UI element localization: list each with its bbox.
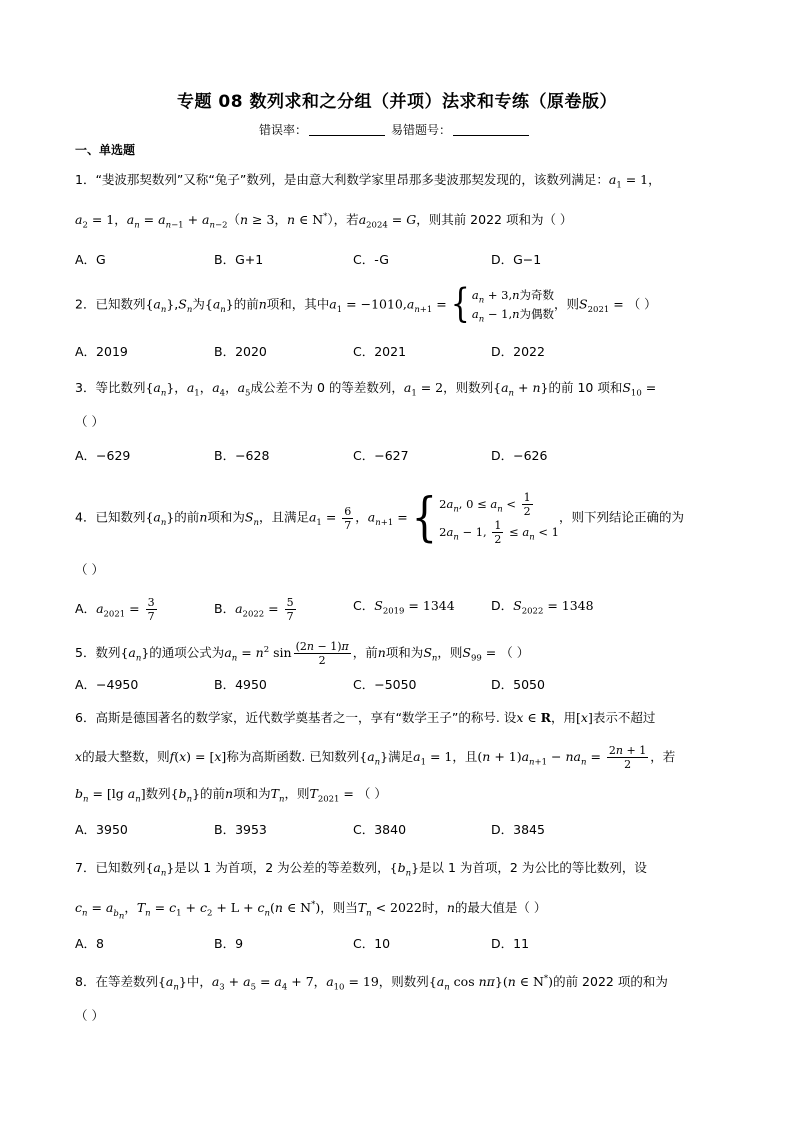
q6-line1: 6．高斯是德国著名的数学家，近代数学奠基者之一，享有“数学王子”的称号. 设x ∈ R，用[x]表示不超过 <box>75 710 656 725</box>
q6-line2: x的最大整数，则f(x) = [x]称为高斯函数. 已知数列$\{a_n\}$满足$a_1 = 1$，且$(n + 1)a_{n+1} - na_n$ = $\frac{2n + 1}{2}$ ，若 <box>75 744 676 771</box>
q7-option-d[interactable]: D．11 <box>491 936 530 951</box>
page-title: 专题 08 数列求和之分组（并项）法求和专练（原卷版） <box>177 92 617 112</box>
q2-line1: 2．已知数列$\{a_n\},S_n$为$\{a_n\}$的前n项和，其中$a_1 = -1010,a_{n+1}$ = { $a_n + 3,n$为奇数 $a_n - 1,n$为偶数 ，则$S_{2021}$ = （ ） <box>75 281 657 328</box>
q3-option-a[interactable]: A．−629 <box>75 448 131 463</box>
q4-option-a[interactable]: A．$a_{2021}$ = $\frac{3}{7}$ <box>75 596 155 623</box>
q1-line2: $a_2 = 1$，$a_n = a_{n-1} + a_{n-2}(n \ge 3$，n ∈ N*），若$a_{2024} = G$，则其前 2022 项和为（ ） <box>75 211 573 231</box>
q3-option-c[interactable]: C．−627 <box>353 448 409 463</box>
q4-line2: （ ） <box>75 562 104 577</box>
q5-option-d[interactable]: D．5050 <box>491 677 545 692</box>
q7-line2: $c_n = a_{b_n}$，$T_n = c_1 + c_2 + L + c_n(n$ ∈ N*)，则当$T_n < 2022$时，n的最大值是（ ） <box>75 899 547 922</box>
q2-option-a[interactable]: A．2019 <box>75 344 128 359</box>
q5-option-b[interactable]: B．4950 <box>214 677 267 692</box>
q5-option-c[interactable]: C．−5050 <box>353 677 417 692</box>
q8-line2: （ ） <box>75 1008 104 1023</box>
q1-line1: 1．“斐波那契数列”又称“兔子”数列，是由意大利数学家里昂那多斐波那契发现的，该数列满足：$a_1 = 1$， <box>75 172 661 191</box>
q7-line1: 7．已知数列$\{a_n\}$是以 1 为首项，2 为公差的等差数列，$\{b_n\}$是以 1 为首项，2 为公比的等比数列，设 <box>75 860 647 879</box>
q6-option-c[interactable]: C．3840 <box>353 822 407 837</box>
section-heading: 一、单选题 <box>75 143 136 157</box>
q1-option-b[interactable]: B．G+1 <box>214 252 264 267</box>
q1-option-a[interactable]: A．G <box>75 252 106 267</box>
q5-option-a[interactable]: A．−4950 <box>75 677 139 692</box>
q4-option-d[interactable]: D．$S_{2022} = 1348$ <box>491 598 594 617</box>
q2-option-b[interactable]: B．2020 <box>214 344 267 359</box>
q7-option-b[interactable]: B．9 <box>214 936 244 951</box>
q7-option-a[interactable]: A．8 <box>75 936 105 951</box>
q6-option-d[interactable]: D．3845 <box>491 822 545 837</box>
q7-option-c[interactable]: C．10 <box>353 936 391 951</box>
q1-option-d[interactable]: D．G−1 <box>491 252 542 267</box>
q3-line1: 3．等比数列$\{a_n\}$，$a_1$，$a_4$，$a_5$成公差不为 0 的等差数列，$a_1 = 2$，则数列$\{a_n + n\}$的前 10 项和$S_{10}$ = <box>75 380 657 399</box>
q1-option-c[interactable]: C．-G <box>353 252 389 267</box>
q2-option-d[interactable]: D．2022 <box>491 344 545 359</box>
error-stats <box>0 121 794 138</box>
q6-option-a[interactable]: A．3950 <box>75 822 128 837</box>
q5-line1: 5．数列$\{a_n\}$的通项公式为$a_n = n^2$ sin $\frac{(2n - 1)\pi}{2}$ ，前n项和为$S_n$，则$S_{99}$ = （ ） <box>75 640 530 667</box>
error-rate-label: 错误率： <box>258 123 307 137</box>
q3-option-d[interactable]: D．−626 <box>491 448 548 463</box>
q4-line1: 4．已知数列$\{a_n\}$的前n项和为$S_n$，且满足$a_1$ = $\frac{6}{7}$ ，$a_{n+1}$ = { $2a_n$, $0 \le a_n$ < $\frac{1}{2}$ $2a_n - 1$, $\frac{1}{2}$ ≤ $a_n < 1$ ，则下列结论正确的为 <box>75 488 684 548</box>
error-nums-label: 易错题号： <box>391 123 452 137</box>
q4-option-c[interactable]: C．$S_{2019} = 1344$ <box>353 598 455 617</box>
q2-option-c[interactable]: C．2021 <box>353 344 407 359</box>
q6-option-b[interactable]: B．3953 <box>214 822 267 837</box>
q4-option-b[interactable]: B．$a_{2022}$ = $\frac{5}{7}$ <box>214 596 294 623</box>
q3-line2: （ ） <box>75 414 104 429</box>
error-rate-blank <box>309 124 385 136</box>
error-nums-blank <box>453 124 529 136</box>
q3-option-b[interactable]: B．−628 <box>214 448 270 463</box>
q6-line3: $b_n = [\lg$ $a_n$]数列$\{b_n\}$的前n项和为$T_n$，则$T_{2021}$ = （ ） <box>75 786 387 805</box>
q8-line1: 8．在等差数列$\{a_n\}$中，$a_3 + a_5 = a_4 + 7$，$a_{10} = 19$，则数列{$a_n$ cos nπ}(n ∈ N*)的前 2022 项的和为 <box>75 973 668 993</box>
